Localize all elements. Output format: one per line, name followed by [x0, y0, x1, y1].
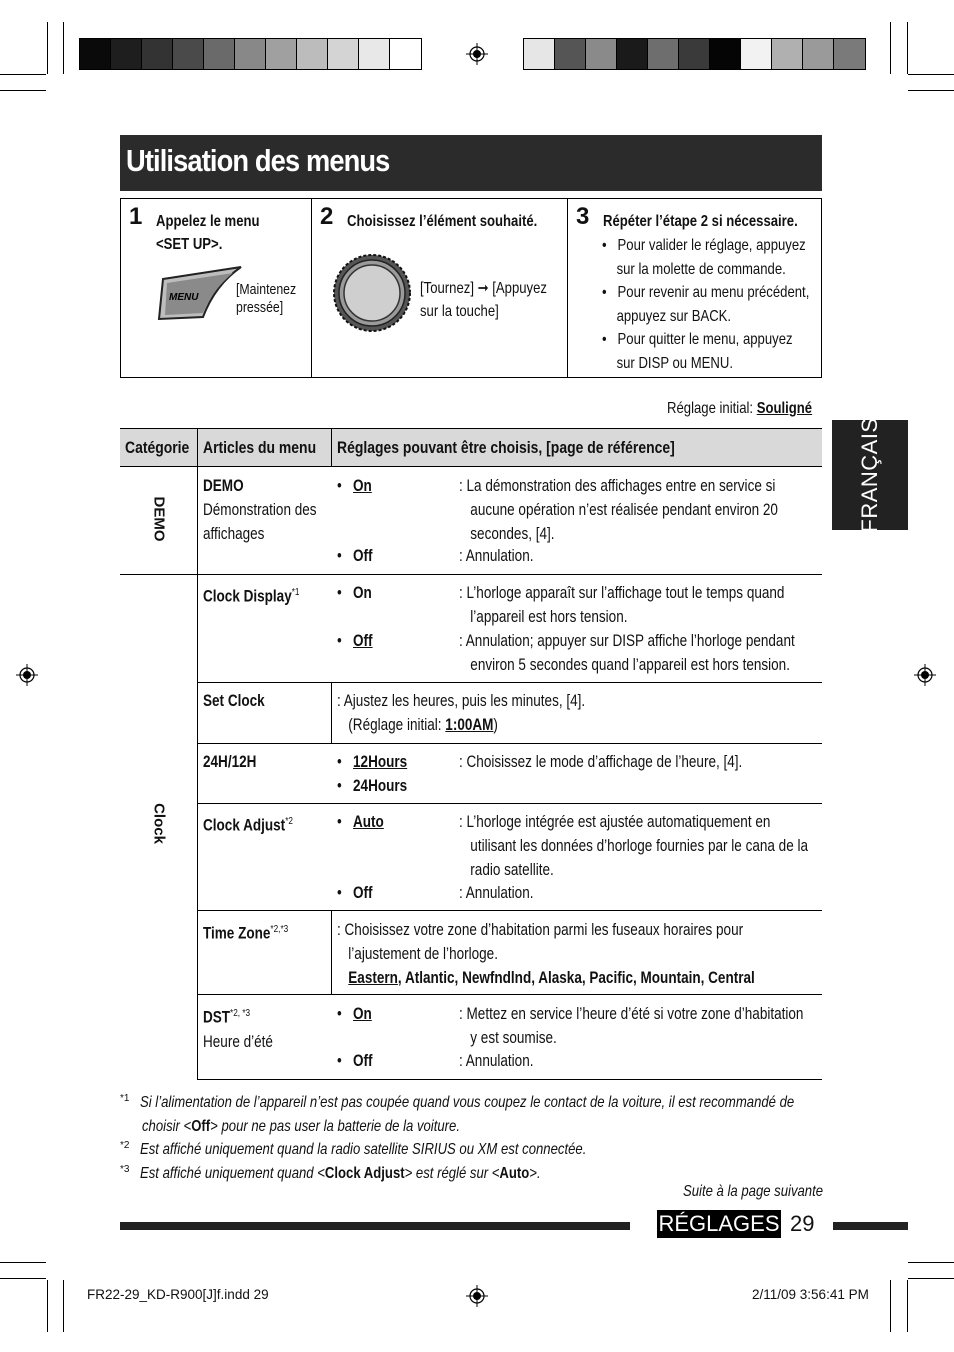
table-header [120, 429, 822, 467]
color-swatch [772, 39, 803, 69]
set-clock-desc: : Ajustez les heures, puis les minutes, [4]. (Réglage initial: 1:00AM) [337, 692, 586, 734]
crop-mark [63, 1280, 64, 1332]
header-items: Articles du menu [203, 438, 317, 457]
color-swatch [710, 39, 741, 69]
registration-mark-icon [466, 43, 488, 65]
step-text: Appelez le menu <SET UP>. [156, 213, 260, 253]
language-tab-label: FRANÇAIS [857, 417, 882, 533]
crop-mark [908, 1262, 954, 1263]
color-swatch [111, 39, 142, 69]
control-dial-icon [332, 253, 412, 333]
registration-mark-icon [914, 664, 936, 686]
color-swatch [555, 39, 586, 69]
page-title: Utilisation des menus [126, 143, 390, 178]
registration-mark-icon [466, 1285, 488, 1307]
crop-mark [47, 22, 48, 74]
crop-mark [907, 1280, 908, 1332]
crop-mark [0, 90, 46, 91]
color-calibration-bar-left [79, 38, 422, 70]
item-set-clock: Set Clock [203, 692, 265, 710]
option-dst-on: • On [337, 1005, 372, 1023]
column-divider [331, 910, 332, 994]
color-swatch [204, 39, 235, 69]
crop-mark [0, 1262, 46, 1263]
option-demo-on: • On [337, 477, 372, 495]
crop-mark [0, 74, 46, 75]
step-bullets: • Pour valider le réglage, appuyez sur la molette de commande. • Pour revenir au menu précédent, appuyez sur BACK. • Pour quitter le menu, appuyez sur DISP ou MENU. [602, 237, 810, 372]
footnote-3: *3 Est affiché uniquement quand <Clock Adjust> est réglé sur <Auto>. [120, 1164, 541, 1183]
option-dst-off: • Off [337, 1052, 373, 1070]
row-divider [120, 574, 822, 575]
crop-mark [0, 1278, 46, 1279]
footnote-2: *2 Est affiché uniquement quand la radio satellite SIRIUS ou XM est connectée. [120, 1140, 587, 1159]
header-settings: Réglages pouvant être choisis, [page de référence] [337, 438, 675, 457]
crop-mark [908, 74, 954, 75]
item-clock-adjust: Clock Adjust$^{*2}$ [203, 816, 293, 835]
step-hint: [Maintenez pressée] [236, 281, 297, 316]
header-category: Catégorie [125, 438, 190, 457]
color-calibration-bar-right [523, 38, 866, 70]
continued-note: Suite à la page suivante [683, 1183, 824, 1200]
item-24h-12h: 24H/12H [203, 753, 257, 771]
row-divider [197, 803, 822, 804]
option-demo-on-desc: : La démonstration des affichages entre en service si aucune opération n’est réalisée pendant environ 20 secondes, [4]. [459, 477, 778, 543]
step-hint: [Tournez] ➞ [Appuyez sur la touche] [420, 280, 547, 320]
crop-mark [63, 22, 64, 74]
color-swatch [297, 39, 328, 69]
category-demo: DEMO [150, 496, 168, 542]
option-clock-adjust-off: • Off [337, 884, 373, 902]
crop-mark [890, 22, 891, 74]
step-text: Répéter l’étape 2 si nécessaire. [603, 213, 798, 230]
color-swatch [524, 39, 555, 69]
color-swatch [359, 39, 390, 69]
crop-mark [47, 1280, 48, 1332]
item-clock-display: Clock Display$^{*1}$ [203, 587, 300, 606]
step-1 [121, 199, 311, 377]
step-3 [567, 199, 823, 377]
row-divider [197, 682, 822, 683]
option-clock-adjust-off-desc: : Annulation. [459, 884, 534, 902]
crop-mark [907, 22, 908, 74]
svg-text:MENU: MENU [169, 292, 199, 303]
registration-mark-icon [16, 664, 38, 686]
color-swatch [235, 39, 266, 69]
row-divider [197, 743, 822, 744]
option-clock-display-off-desc: : Annulation; appuyer sur DISP affiche l’horloge pendant environ 5 secondes quand l’appareil est hors tension. [459, 632, 795, 674]
row-divider [197, 994, 822, 995]
row-divider [197, 910, 822, 911]
steps-box [120, 198, 822, 378]
option-clock-display-on: • On [337, 584, 372, 602]
option-clock-adjust-auto-desc: : L’horloge intégrée est ajustée automatiquement en utilisant les données d’horloge fournies par le cana de la radio satellite. [459, 813, 809, 879]
initial-setting-note: Réglage initial: Souligné [667, 400, 813, 417]
color-swatch [173, 39, 204, 69]
footer-rule [120, 1222, 630, 1230]
color-swatch [586, 39, 617, 69]
color-swatch [834, 39, 865, 69]
column-divider [331, 682, 332, 743]
crop-mark [908, 1278, 954, 1279]
color-swatch [617, 39, 648, 69]
color-swatch [266, 39, 297, 69]
color-swatch [803, 39, 834, 69]
color-swatch [390, 39, 421, 69]
settings-table [120, 428, 822, 1080]
step-number: 3 [576, 203, 590, 230]
footer-rule [833, 1222, 908, 1230]
arrow-right-icon: ➞ [477, 280, 489, 297]
option-dst-on-desc: : Mettez en service l’heure d’été si votre zone d’habitation y est soumise. [459, 1005, 804, 1047]
crop-mark [908, 90, 954, 91]
option-12hours: • 12Hours • 24Hours [337, 753, 408, 795]
option-clock-display-off: • Off [337, 632, 373, 650]
option-12hours-desc: : Choisissez le mode d’affichage de l’heure, [4]. [459, 753, 743, 771]
option-demo-off-desc: : Annulation. [459, 547, 534, 565]
column-divider [331, 429, 332, 466]
slug-date: 2/11/09 3:56:41 PM [752, 1287, 869, 1302]
row-divider [197, 1079, 822, 1080]
step-number: 2 [320, 203, 334, 230]
time-zone-desc: : Choisissez votre zone d’habitation parmi les fuseaux horaires pour l’ajustement de l’horloge. Eastern, Atlantic, Newfndlnd, Alaska, Pacific, Mountain, Central [337, 921, 755, 987]
footnote-1: *1 Si l’alimentation de l’appareil n’est pas coupée quand vous coupez le contact de la voiture, il est recommandé de choisir <Off> pour ne pas user la batterie de la voiture. [120, 1093, 795, 1135]
step-text: Choisissez l’élément souhaité. [347, 213, 538, 230]
color-swatch [648, 39, 679, 69]
color-swatch [328, 39, 359, 69]
menu-button-icon [155, 265, 245, 321]
option-dst-off-desc: : Annulation. [459, 1052, 534, 1070]
section-label: RÉGLAGES [658, 1211, 780, 1236]
category-clock: Clock [150, 803, 168, 844]
option-clock-adjust-auto: • Auto [337, 813, 384, 831]
title-band [120, 135, 822, 191]
option-clock-display-on-desc: : L’horloge apparaît sur l’affichage tout le temps quand l’appareil est hors tension. [459, 584, 785, 626]
slug-file: FR22-29_KD-R900[J]f.indd 29 [87, 1287, 269, 1302]
item-demo: DEMO Démonstration des affichages [203, 477, 317, 543]
crop-mark [890, 1280, 891, 1332]
step-2 [311, 199, 567, 377]
color-swatch [679, 39, 710, 69]
option-demo-off: • Off [337, 547, 373, 565]
color-swatch [80, 39, 111, 69]
color-swatch [741, 39, 772, 69]
color-swatch [142, 39, 173, 69]
item-dst: $DST^{*2, *3}$ Heure d’été [203, 1008, 273, 1051]
item-time-zone: Time Zone$^{*2,*3}$ [203, 924, 289, 943]
step-number: 1 [129, 203, 143, 230]
page-number: 29 [790, 1211, 815, 1236]
column-divider [197, 429, 198, 1080]
